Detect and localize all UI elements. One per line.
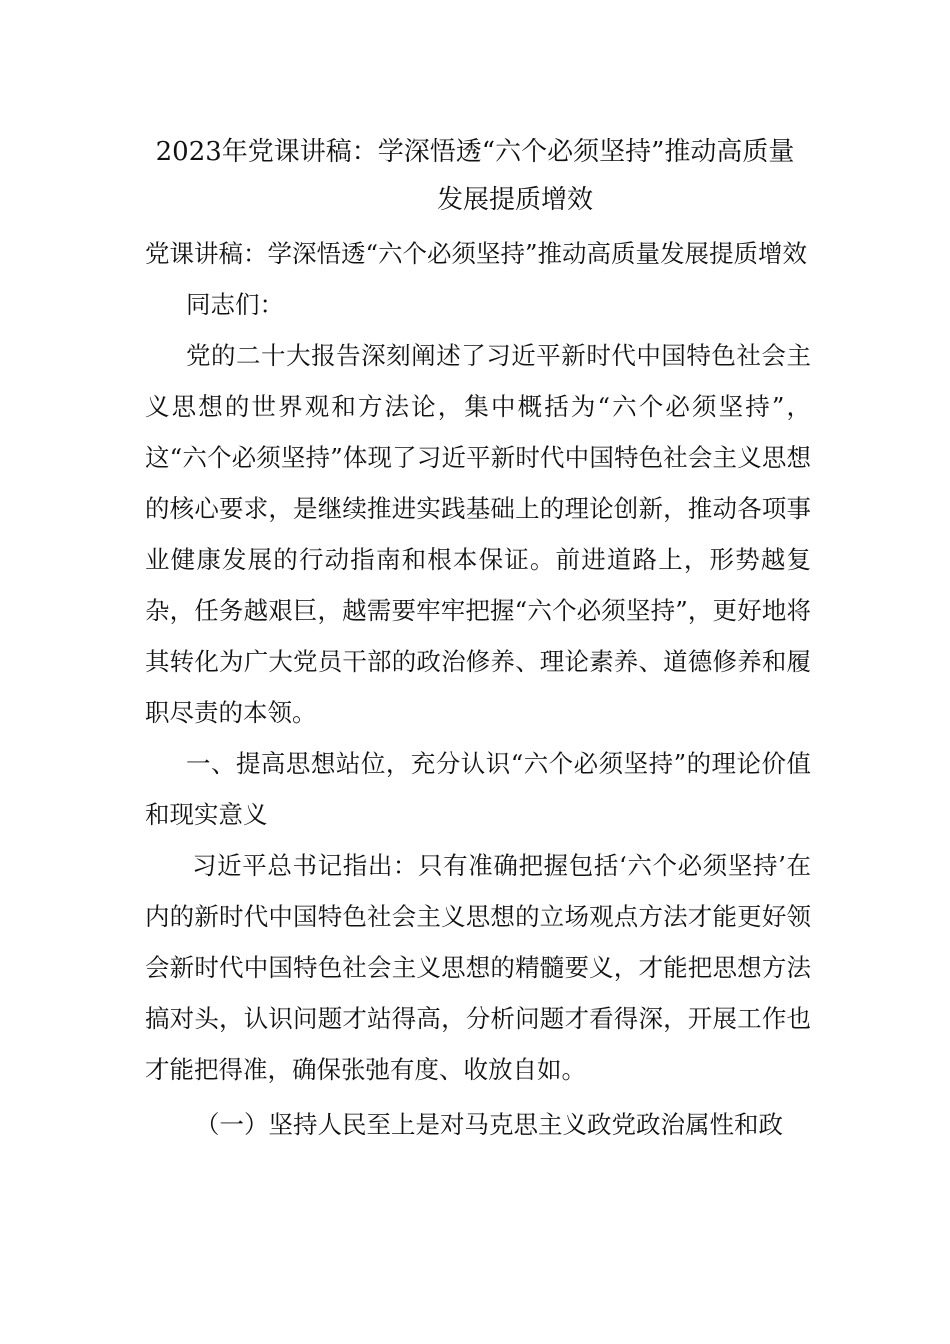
paragraph-intro: 党的二十大报告深刻阐述了习近平新时代中国特色社会主义思想的世界观和方法论，集中概括为“六个必须坚持”，这“六个必须坚持”体现了习近平新时代中国特色社会主义思想的核心要求，是继续推进实践基础上的理论创新，推动各项事业健康发展的行动指南和根本保证。前进道路上，形势越复杂，任务越艰巨，越需要牢牢把握“六个必须坚持”，更好地将其转化为广大党员干部的政治修养、理论素养、道德修养和履职尽责的本领。: [145, 341, 811, 727]
document-subtitle: 党课讲稿：学深悟透“六个必须坚持”推动高质量发展提质增效: [145, 239, 808, 268]
subsection-heading-1: （一）坚持人民至上是对马克思主义政党政治属性和政: [195, 1110, 783, 1139]
document-body: [145, 228, 811, 1150]
document-title: [140, 128, 810, 224]
title-line-1: 2023年党课讲稿：学深悟透“六个必须坚持”推动高质量: [155, 137, 795, 167]
greeting: 同志们：: [186, 290, 284, 319]
section-heading-1: 一、提高思想站位，充分认识“六个必须坚持”的理论价值和现实意义: [145, 749, 811, 829]
title-line-2: 发展提质增效: [436, 185, 593, 215]
paragraph-quote: 习近平总书记指出：只有准确把握包括‘六个必须坚持’在内的新时代中国特色社会主义思想的立场观点方法才能更好领会新时代中国特色社会主义思想的精髓要义，才能把思想方法搞对头，认识问题才站得高，分析问题才看得深，开展工作也才能把得准，确保张弛有度、收放自如。: [145, 851, 811, 1084]
